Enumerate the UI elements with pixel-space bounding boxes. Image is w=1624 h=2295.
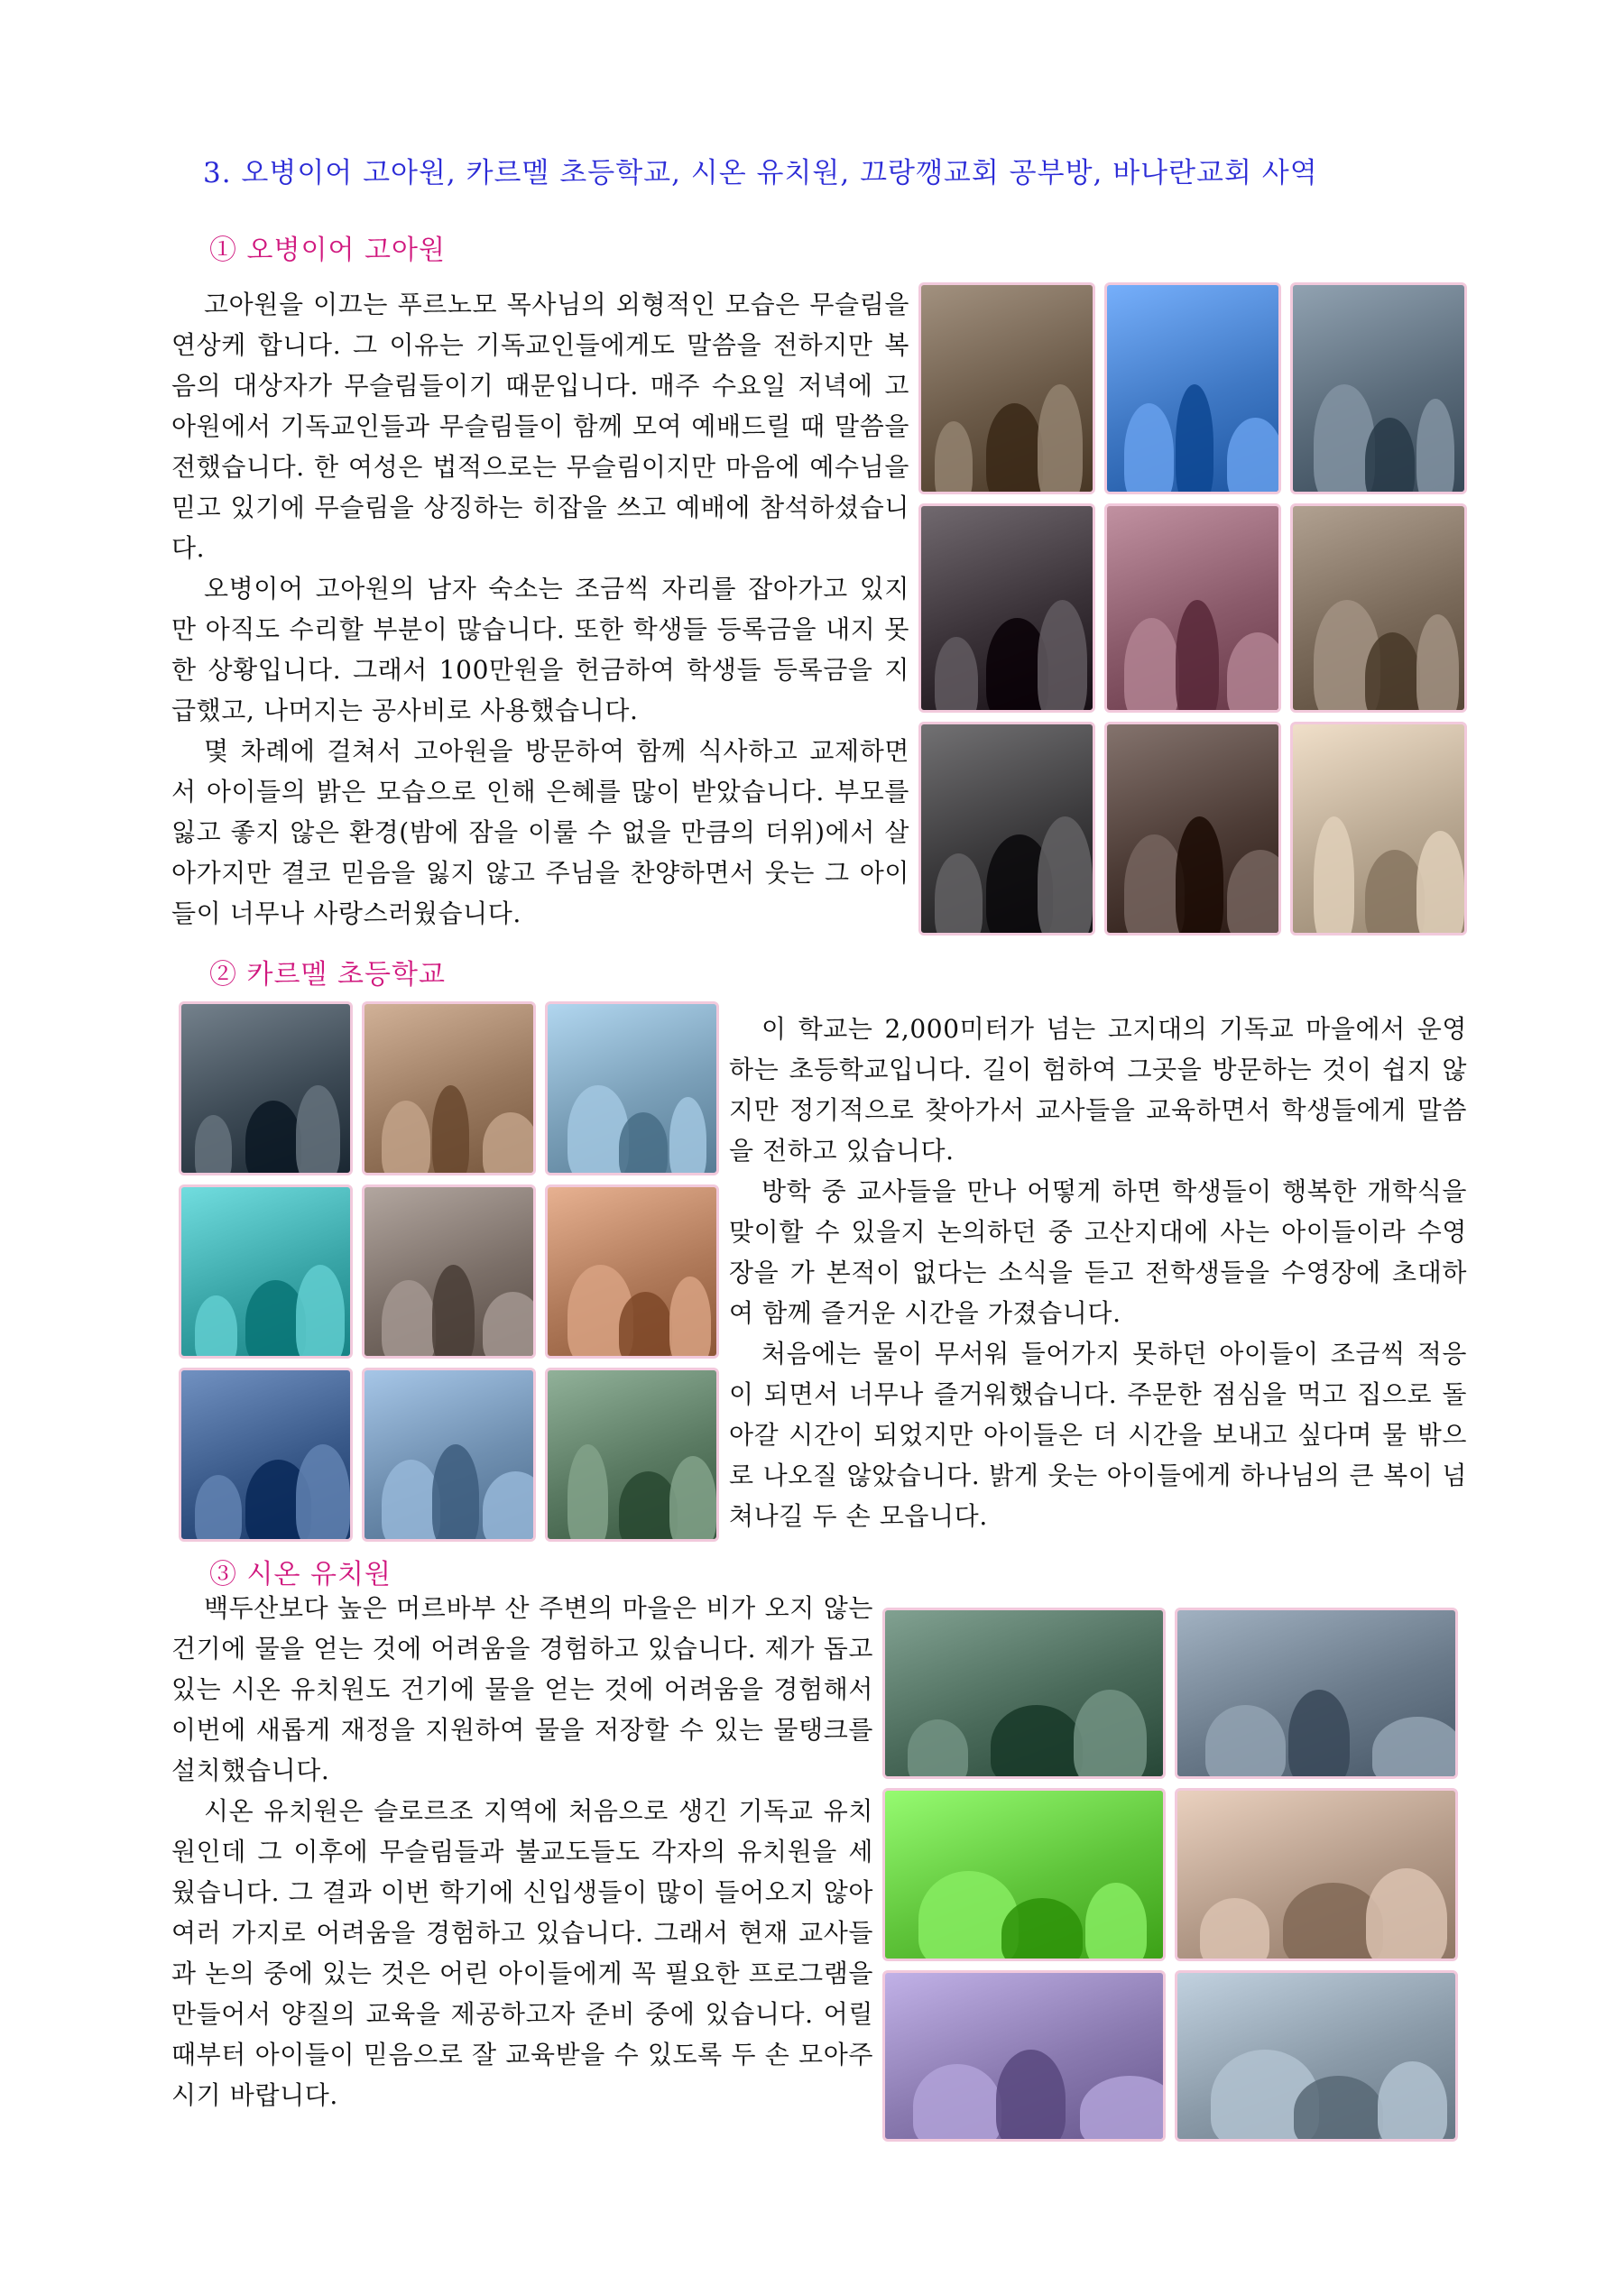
zion-photo — [1175, 1788, 1458, 1961]
carmel-photo-figure — [195, 1295, 237, 1359]
zion-photo-figure — [1085, 1883, 1147, 1961]
orphanage-photo-figure — [1227, 418, 1281, 494]
zion-paragraph-1: 백두산보다 높은 머르바부 산 주변의 마을은 비가 오지 않는 건기에 물을 얻는 것에 어려움을 경험하고 있습니다. 제가 돕고 있는 시온 유치원도 건기에 물을 얻는 것에 어려움을 경험해서 이번에 새롭게 재정을 지원하여 물을 저장할 수 있는 물탱크를 설치했습니다. — [171, 1593, 873, 1785]
zion-paragraph-2: 시온 유치원은 슬로르조 지역에 처음으로 생긴 기독교 유치원인데 그 이후에 무슬림들과 불교도들도 각자의 유치원을 세웠습니다. 그 결과 이번 학기에 신입생들이 많이 들어오지 않아 여러 가지로 어려움을 경험하고 있습니다. 그래서 현재 교사들과 논의 중에 있는 것은 어린 아이들에게 꼭 필요한 프로그램을 만들어서 양질의 교육을 제공하고자 준비 중에 있습니다. 어릴 때부터 아이들이 믿음으로 잘 교육받을 수 있도록 두 손 모아주시기 바랍니다. — [171, 1796, 873, 2110]
zion-photo — [882, 1788, 1166, 1961]
carmel-photo-figure — [567, 1444, 608, 1542]
carmel-photo-figure — [296, 1085, 340, 1175]
carmel-photo — [545, 1001, 719, 1175]
section-heading: 3. 오병이어 고아원, 카르멜 초등학교, 시온 유치원, 끄랑깽교회 공부방, 바나란교회 사역 — [203, 157, 1318, 189]
zion-photo-figure — [1200, 1898, 1269, 1961]
carmel-photo-figure — [296, 1444, 350, 1542]
orphanage-photo-figure — [1124, 618, 1179, 713]
orphanage-photo-figure — [1416, 831, 1464, 936]
orphanage-photo — [1104, 282, 1281, 494]
carmel-photo-figure — [432, 1085, 469, 1175]
orphanage-photo — [1104, 503, 1281, 713]
carmel-photo-figure — [483, 1112, 536, 1175]
orphanage-photo-figure — [1416, 614, 1460, 713]
carmel-photo-figure — [669, 1097, 706, 1175]
carmel-photo-figure — [669, 1456, 716, 1542]
zion-photo-figure — [1205, 1705, 1286, 1779]
orphanage-text — [171, 284, 909, 934]
orphanage-photo-figure — [1227, 850, 1281, 936]
carmel-photo-figure — [195, 1475, 242, 1542]
orphanage-photo — [918, 282, 1095, 494]
carmel-photo — [179, 1184, 353, 1359]
carmel-photo-figure — [296, 1265, 345, 1359]
zion-photo-figure — [1080, 2076, 1166, 2142]
zion-photo — [1175, 1608, 1458, 1779]
zion-photo-figure — [908, 1719, 969, 1779]
orphanage-photo-figure — [1176, 384, 1213, 494]
carmel-photo-figure — [619, 1112, 668, 1175]
carmel-photo-figure — [483, 1292, 536, 1359]
zion-photo-figure — [1366, 1868, 1446, 1961]
carmel-photo-figure — [432, 1444, 479, 1542]
orphanage-photo-figure — [1038, 816, 1093, 936]
orphanage-paragraph-3: 몇 차례에 걸쳐서 고아원을 방문하여 함께 식사하고 교제하면서 아이들의 밝은 모습으로 인해 은혜를 많이 받았습니다. 부모를 잃고 좋지 않은 환경(밤에 잠을 이룰 수 없을 만큼의 더위)에서 살아가지만 결코 믿음을 잃지 않고 주님을 찬양하면서 웃는 그 아이들이 너무나 사랑스러웠습니다. — [171, 736, 909, 928]
zion-photo-figure — [1288, 1690, 1350, 1779]
orphanage-photo-figure — [986, 403, 1043, 494]
orphanage-photo-grid — [918, 282, 1467, 936]
zion-photo — [882, 1970, 1166, 2142]
zion-photo-figure — [996, 2050, 1066, 2142]
orphanage-photo-figure — [1365, 632, 1420, 713]
orphanage-photo-figure — [1365, 418, 1415, 494]
carmel-photo — [545, 1184, 719, 1359]
orphanage-paragraph-2: 오병이어 고아원의 남자 숙소는 조금씩 자리를 잡아가고 있지만 아직도 수리할 부분이 많습니다. 또한 학생들 등록금을 내지 못한 상황입니다. 그래서 100만원을 헌금하여 학생들 등록금을 지급했고, 나머지는 공사비로 사용했습니다. — [171, 574, 909, 725]
orphanage-photo-figure — [1314, 816, 1355, 936]
zion-photo-figure — [1372, 1717, 1458, 1779]
orphanage-photo-figure — [1124, 403, 1174, 494]
subtitle-orphanage: ① 오병이어 고아원 — [209, 235, 446, 266]
orphanage-photo — [918, 722, 1095, 936]
orphanage-photo — [1290, 282, 1467, 494]
carmel-photo-figure — [382, 1280, 436, 1359]
zion-photo-figure — [1001, 1898, 1082, 1961]
carmel-photo — [179, 1368, 353, 1542]
carmel-photo-figure — [245, 1101, 301, 1175]
orphanage-photo — [1290, 503, 1467, 713]
orphanage-photo-figure — [1176, 600, 1219, 713]
zion-photo-figure — [913, 2064, 1002, 2142]
zion-photo-grid — [882, 1608, 1458, 2142]
carmel-photo-figure — [382, 1101, 430, 1175]
carmel-photo-figure — [669, 1277, 712, 1359]
carmel-photo — [179, 1001, 353, 1175]
zion-photo — [882, 1608, 1166, 1779]
orphanage-photo — [918, 503, 1095, 713]
orphanage-photo-figure — [1038, 384, 1082, 494]
zion-text — [171, 1588, 873, 2115]
orphanage-photo — [1104, 722, 1281, 936]
carmel-photo — [362, 1001, 536, 1175]
zion-photo-figure — [1378, 2061, 1447, 2142]
carmel-photo-figure — [432, 1265, 475, 1359]
subtitle-carmel: ② 카르멜 초등학교 — [209, 959, 446, 991]
zion-photo-figure — [1294, 2076, 1383, 2142]
subtitle-zion: ③ 시온 유치원 — [209, 1559, 392, 1590]
carmel-text — [729, 1009, 1467, 1536]
orphanage-photo-figure — [1227, 632, 1281, 713]
orphanage-photo-figure — [935, 421, 973, 494]
zion-photo-figure — [991, 1705, 1083, 1779]
carmel-photo-figure — [195, 1115, 232, 1175]
carmel-paragraph-2: 방학 중 교사들을 만나 어떻게 하면 학생들이 행복한 개학식을 맞이할 수 있을지 논의하던 중 고산지대에 사는 아이들이라 수영장을 가 본적이 없다는 소식을 듣고 전학생들을 수영장에 초대하여 함께 즐거운 시간을 가졌습니다. — [729, 1176, 1467, 1328]
carmel-paragraph-3: 처음에는 물이 무서워 들어가지 못하던 아이들이 조금씩 적응이 되면서 너무나 즐거워했습니다. 주문한 점심을 먹고 집으로 돌아갈 시간이 되었지만 아이들은 더 시간을 보내고 싶다며 물 밖으로 나오질 않았습니다. 밝게 웃는 아이들에게 하나님의 큰 복이 넘쳐나길 두 손 모읍니다. — [729, 1339, 1467, 1531]
carmel-photo — [362, 1184, 536, 1359]
orphanage-photo-figure — [935, 637, 978, 713]
carmel-photo — [545, 1368, 719, 1542]
orphanage-paragraph-1: 고아원을 이끄는 푸르노모 목사님의 외형적인 모습은 무슬림을 연상케 합니다. 그 이유는 기독교인들에게도 말씀을 전하지만 복음의 대상자가 무슬림들이기 때문입니다. 매주 수요일 저녁에 고아원에서 기독교인들과 무슬림들이 함께 모여 예배드릴 때 말씀을 전했습니다. 한 여성은 법적으로는 무슬림이지만 마음에 예수님을 믿고 있기에 무슬림을 상징하는 히잡을 쓰고 예배에 참석하셨습니다. — [171, 290, 909, 563]
carmel-photo-figure — [483, 1471, 536, 1542]
orphanage-photo — [1290, 722, 1467, 936]
zion-photo-figure — [1074, 1690, 1146, 1779]
carmel-paragraph-1: 이 학교는 2,000미터가 넘는 고지대의 기독교 마을에서 운영하는 초등학교입니다. 길이 험하여 그곳을 방문하는 것이 쉽지 않지만 정기적으로 찾아가서 교사들을 교육하면서 학생들에게 말씀을 전하고 있습니다. — [729, 1014, 1467, 1166]
zion-photo — [1175, 1970, 1458, 2142]
orphanage-photo-figure — [1176, 816, 1223, 936]
orphanage-photo-figure — [1038, 600, 1087, 713]
carmel-photo-figure — [619, 1292, 673, 1359]
orphanage-photo-figure — [1416, 399, 1454, 494]
orphanage-photo-figure — [935, 853, 983, 936]
carmel-photo — [362, 1368, 536, 1542]
carmel-photo-grid — [179, 1001, 719, 1542]
